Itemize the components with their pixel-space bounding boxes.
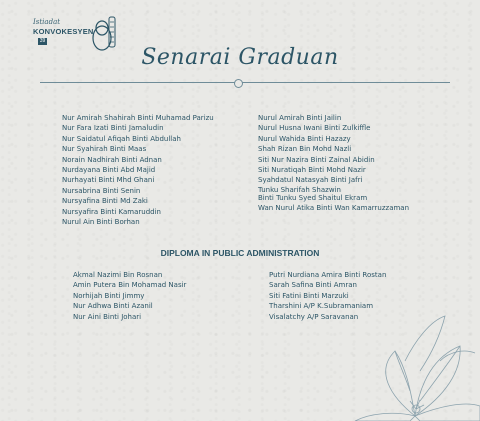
graduate-name: Siti Fatini Binti Marzuki xyxy=(269,291,349,300)
graduate-name: Nurul Husna Iwani Binti Zulkiffle xyxy=(258,124,371,133)
graduate-name: Nurul Amirah Binti Jailin xyxy=(258,114,342,122)
graduate-list-right xyxy=(258,113,409,213)
graduate-name: Nurul Ain Binti Borhan xyxy=(62,218,140,227)
graduate-name: Norain Nadhirah Binti Adnan xyxy=(62,155,162,164)
graduate-name: Nursyafira Binti Kamaruddin xyxy=(62,207,161,216)
graduate-name: Nurul Wahida Binti Hazazy xyxy=(258,134,351,143)
graduate-name: Visalatchy A/P Saravanan xyxy=(269,312,359,321)
graduate-name: Nursabrina Binti Senin xyxy=(62,186,141,195)
graduate-list-left xyxy=(62,113,214,227)
graduate-name: Tharshini A/P K.Subramaniam xyxy=(269,302,374,311)
graduate-name: Binti Tunku Syed Shaitul Ekram xyxy=(258,194,368,203)
graduate-name: Nurdayana Binti Abd Majid xyxy=(62,166,156,175)
page-title: Senarai Graduan xyxy=(141,45,339,70)
graduate-name: Nursyafina Binti Md Zaki xyxy=(62,197,148,206)
logo-badge: 39 xyxy=(39,38,46,44)
graduate-name: Putri Nurdiana Amira Binti Rostan xyxy=(269,271,387,279)
graduate-name: Siti Nur Nazira Binti Zainal Abidin xyxy=(258,155,375,164)
graduate-name: Nurhayati Binti Mhd Ghani xyxy=(62,176,155,185)
graduate-name: Nur Syahirah Binti Maas xyxy=(62,145,147,154)
graduate-name: Wan Nurul Atika Binti Wan Kamarruzzaman xyxy=(258,203,410,212)
graduate-name: Syahdatul Natasyah Binti Jafri xyxy=(258,176,363,185)
graduate-name: Norhijah Binti Jimmy xyxy=(73,291,145,300)
section-heading: DIPLOMA IN PUBLIC ADMINISTRATION xyxy=(160,248,320,258)
graduate-name: Amin Putera Bin Mohamad Nasir xyxy=(73,281,187,290)
graduate-name: Nur Amirah Shahirah Binti Muhamad Parizu xyxy=(62,114,214,122)
graduate-name: Tunku Sharifah Shazwin xyxy=(258,185,341,194)
logo-konvokesyen-text: KONVOKESYEN xyxy=(33,27,94,36)
floral-decoration-icon xyxy=(350,301,480,421)
graduate-name: Sarah Safina Binti Amran xyxy=(269,281,357,290)
diploma-list-left xyxy=(73,270,186,322)
graduate-name: Nur Adhwa Binti Azanil xyxy=(73,302,153,311)
title-divider xyxy=(40,82,450,83)
graduate-name: Nur Aini Binti Johari xyxy=(73,312,142,321)
graduate-name: Nur Saidatul Afiqah Binti Abdullah xyxy=(62,134,181,143)
logo-script-text: Istiadat xyxy=(33,18,61,26)
divider-ornament xyxy=(234,79,243,88)
graduate-name: Akmal Nazimi Bin Rosnan xyxy=(73,271,163,279)
graduate-name: Nur Fara Izati Binti Jamaludin xyxy=(62,124,164,133)
graduate-name: Siti Nuratiqah Binti Mohd Nazir xyxy=(258,166,366,175)
graduate-name: Shah Rizan Bin Mohd Nazli xyxy=(258,145,352,154)
